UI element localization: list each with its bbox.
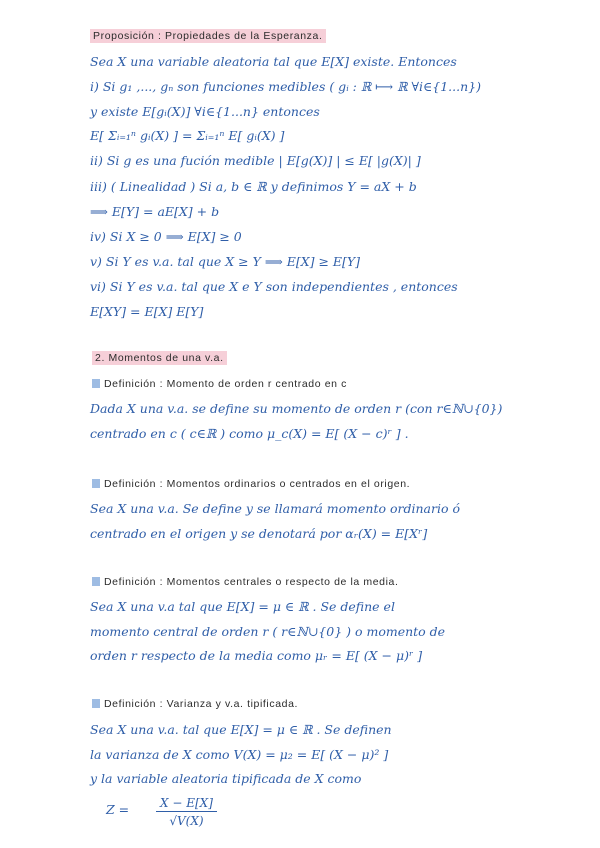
def2-title: Definición : Momentos ordinarios o centrados en el origen. (92, 479, 410, 490)
def1-title: Definición : Momento de orden r centrado en c (92, 379, 347, 390)
def3-line-2: momento central de orden r ( r∈ℕ∪{0} ) o momento de (90, 624, 446, 639)
prop-item-iv: iv) Si X ≥ 0 ⟹ E[X] ≥ 0 (90, 229, 242, 244)
def3-line-1: Sea X una v.a tal que E[X] = μ ∈ ℝ . Se define el (90, 599, 395, 614)
proposition-heading: Proposición : Propiedades de la Esperanza. (90, 31, 326, 42)
prop-item-i-a: i) Si g₁ ,..., gₙ son funciones medibles ( gᵢ : ℝ ⟼ ℝ ∀i∈{1...n}) (90, 79, 481, 94)
z-fraction (156, 796, 217, 828)
def1-line-2: centrado en c ( c∈ℝ ) como μ_c(X) = E[ (X − c)ʳ ] . (90, 426, 409, 441)
prop-item-vi-b: E[XY] = E[X] E[Y] (90, 304, 204, 319)
prop-item-iii-b: ⟹ E[Y] = aE[X] + b (90, 204, 220, 219)
bullet-square-icon (92, 479, 100, 488)
def4-line-3: y la variable aleatoria tipificada de X como (90, 771, 362, 786)
def4-line-1: Sea X una v.a. tal que E[X] = μ ∈ ℝ . Se definen (90, 722, 392, 737)
def3-line-3: orden r respecto de la media como μᵣ = E[ (X − μ)ʳ ] (90, 648, 423, 663)
bullet-square-icon (92, 577, 100, 586)
prop-item-vi: vi) Si Y es v.a. tal que X e Y son independientes , entonces (90, 279, 458, 294)
def2-line-1: Sea X una v.a. Se define y se llamará momento ordinario ó (90, 501, 461, 516)
def1-line-1: Dada X una v.a. se define su momento de orden r (con r∈ℕ∪{0}) (90, 401, 503, 416)
z-definition-lhs: Z = (106, 802, 130, 817)
section-2-heading: 2. Momentos de una v.a. (92, 353, 227, 364)
bullet-square-icon (92, 379, 100, 388)
prop-intro: Sea X una variable aleatoria tal que E[X] existe. Entonces (90, 54, 457, 69)
z-numerator: X − E[X] (156, 796, 217, 812)
bullet-square-icon (92, 699, 100, 708)
prop-item-i-b: y existe E[gᵢ(X)] ∀i∈{1...n} entonces (90, 104, 320, 119)
def4-title: Definición : Varianza y v.a. tipificada. (92, 699, 298, 710)
prop-item-i-c: E[ Σᵢ₌₁ⁿ gᵢ(X) ] = Σᵢ₌₁ⁿ E[ gᵢ(X) ] (90, 128, 285, 143)
z-denominator: √V(X) (169, 814, 204, 828)
def2-line-2: centrado en el origen y se denotará por αᵣ(X) = E[Xʳ] (90, 526, 428, 541)
prop-item-v: v) Si Y es v.a. tal que X ≥ Y ⟹ E[X] ≥ E[Y] (90, 254, 361, 269)
def4-line-2: la varianza de X como V(X) = μ₂ = E[ (X − μ)² ] (90, 747, 389, 762)
prop-item-iii: iii) ( Linealidad ) Si a, b ∈ ℝ y definimos Y = aX + b (90, 179, 417, 194)
prop-item-ii: ii) Si g es una fución medible | E[g(X)] | ≤ E[ |g(X)| ] (90, 153, 421, 168)
def3-title: Definición : Momentos centrales o respecto de la media. (92, 577, 398, 588)
